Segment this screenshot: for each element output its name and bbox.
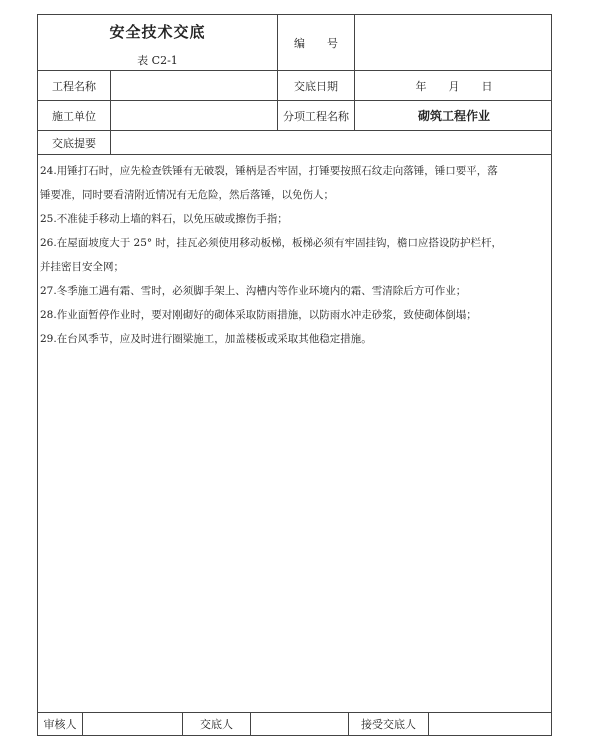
project-name-value[interactable] [111, 71, 278, 100]
discloser-label: 交底人 [183, 713, 251, 735]
content-line: 27.冬季施工遇有霜、雪时，必须脚手架上、沟槽内等作业环境内的霜、雪清除后方可作业； [40, 285, 467, 297]
content-line: 并挂密目安全网； [40, 261, 124, 273]
disclosure-date-label: 交底日期 [278, 71, 355, 100]
content-line: 25.不准徒手移动上墙的料石，以免压破或擦伤手指； [40, 213, 288, 225]
project-row [38, 71, 551, 101]
form-title: 安全技术交底 [109, 23, 206, 41]
header-row [38, 15, 551, 71]
disclosure-content [38, 155, 551, 713]
reviewer-value[interactable] [83, 713, 183, 735]
receiver-value[interactable] [429, 713, 553, 735]
unit-row [38, 101, 551, 131]
content-line: 29.在台风季节，应及时进行圈梁施工，加盖楼板或采取其他稳定措施。 [40, 333, 372, 345]
sub-project-label: 分项工程名称 [278, 101, 355, 130]
disclosure-date-value[interactable]: 年 月 日 [415, 79, 493, 93]
safety-disclosure-form [37, 14, 552, 736]
summary-value[interactable] [111, 131, 553, 154]
title-block [38, 15, 278, 70]
discloser-value[interactable] [251, 713, 349, 735]
number-value[interactable] [355, 15, 553, 70]
receiver-label: 接受交底人 [349, 713, 429, 735]
summary-row [38, 131, 551, 155]
construction-unit-value[interactable] [111, 101, 278, 130]
project-name-label: 工程名称 [38, 71, 111, 100]
signature-row [38, 713, 551, 735]
sub-project-value[interactable]: 砌筑工程作业 [417, 109, 490, 123]
content-line: 24.用锤打石时，应先检查铁锤有无破裂，锤柄是否牢固，打锤要按照石纹走向落锤，锤口要平，落 [40, 165, 498, 177]
content-line: 26.在屋面坡度大于 25° 时，挂瓦必须使用移动板梯，板梯必须有牢固挂钩，檐口应搭设防护栏杆， [40, 237, 502, 249]
reviewer-label: 审核人 [38, 713, 83, 735]
number-label: 编 号 [278, 15, 355, 70]
form-number: 表 C2-1 [137, 54, 178, 67]
content-line: 28.作业面暂停作业时，要对刚砌好的砌体采取防雨措施，以防雨水冲走砂浆，致使砌体倒塌； [40, 309, 477, 321]
summary-label: 交底提要 [38, 131, 111, 154]
content-line: 锤要准，同时要看清附近情况有无危险，然后落锤，以免伤人； [40, 189, 334, 201]
construction-unit-label: 施工单位 [38, 101, 111, 130]
